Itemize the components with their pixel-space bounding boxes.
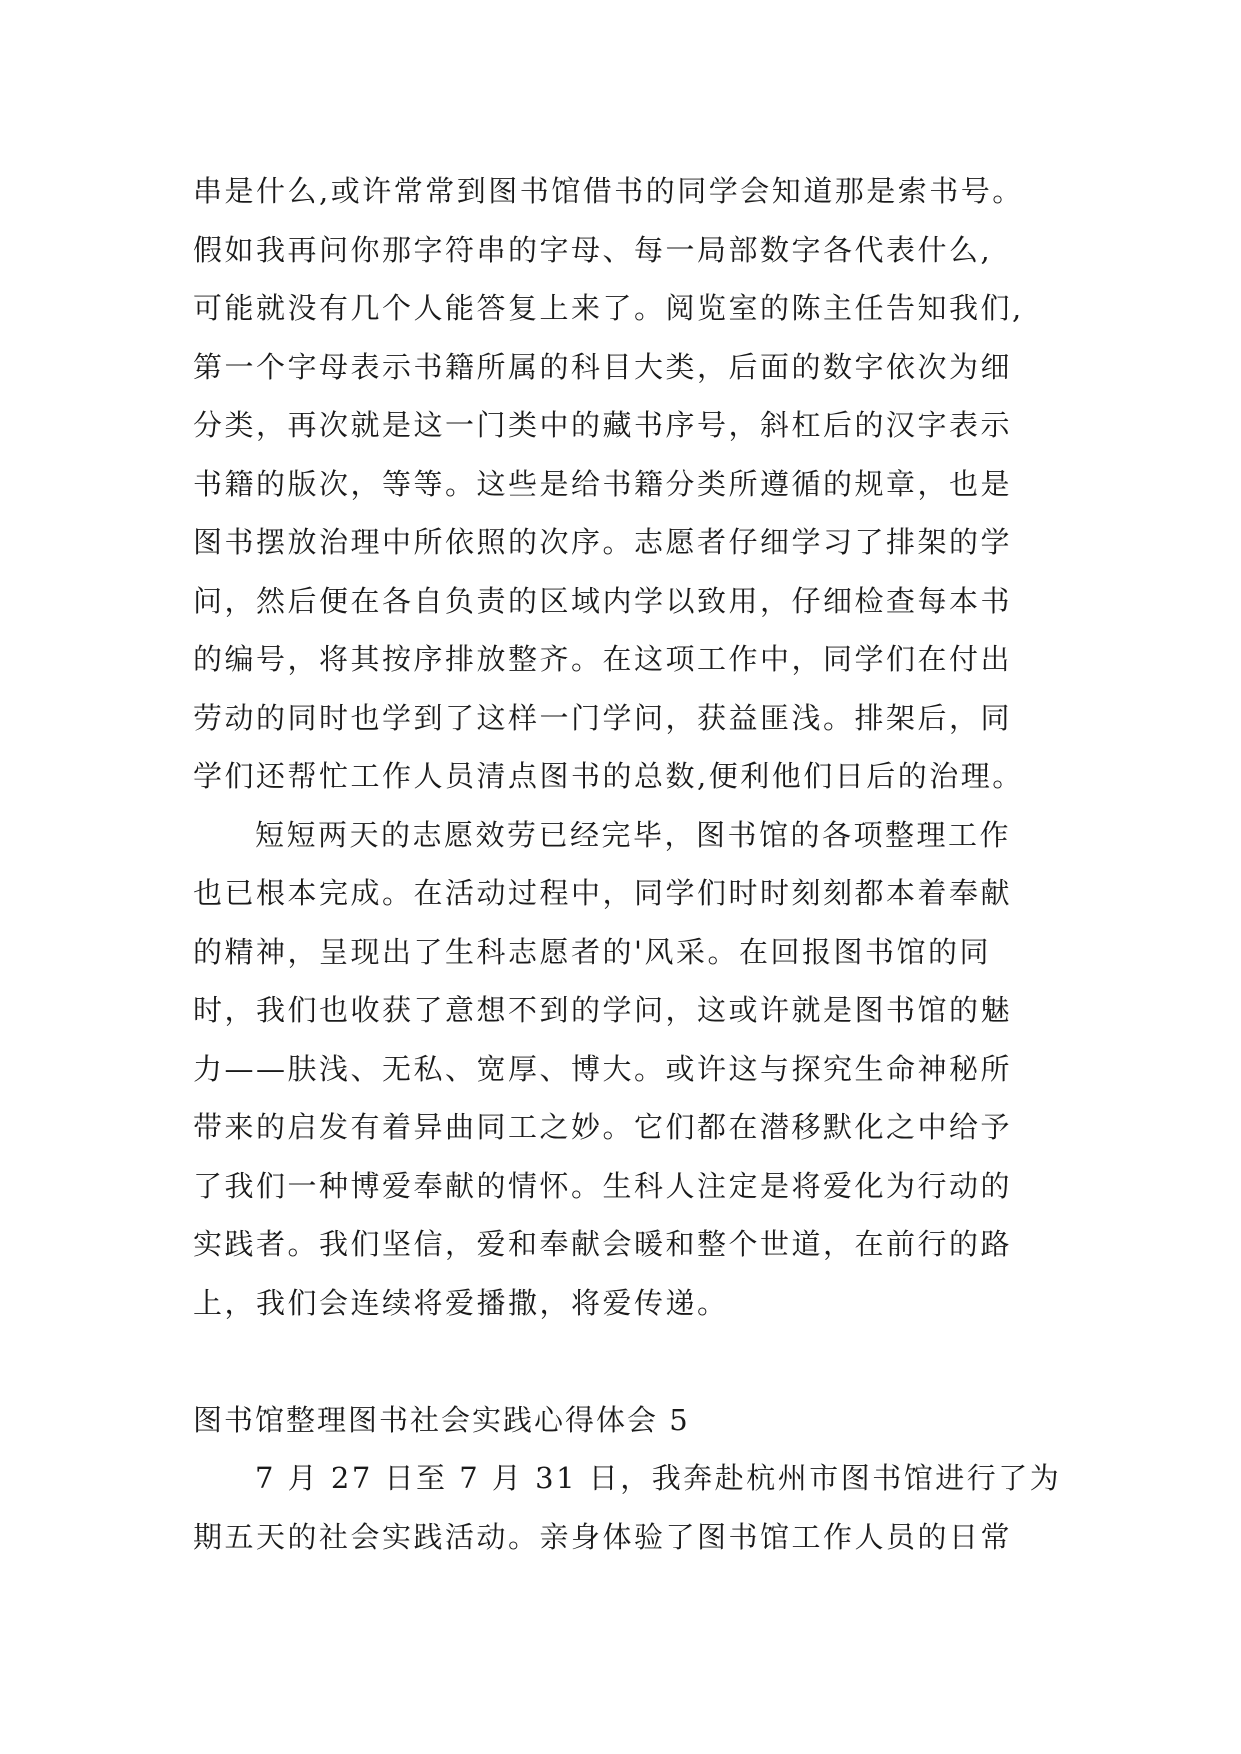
text-line: 第一个字母表示书籍所属的科目大类，后面的数字依次为细	[193, 349, 1013, 384]
text-line: 短短两天的志愿效劳已经完毕，图书馆的各项整理工作	[255, 817, 1012, 852]
text-line: 问，然后便在各自负责的区域内学以致用，仔细检查每本书	[193, 583, 1013, 618]
text-line: 学们还帮忙工作人员清点图书的总数,便利他们日后的治理。	[193, 759, 1024, 793]
text-line: 期五天的社会实践活动。亲身体验了图书馆工作人员的日常	[193, 1519, 1013, 1554]
text-line: 可能就没有几个人能答复上来了。阅览室的陈主任告知我们,	[193, 291, 1024, 325]
text-line: 力——肤浅、无私、宽厚、博大。或许这与探究生命神秘所	[193, 1051, 1013, 1086]
paragraph-1	[193, 162, 1093, 806]
text-line: 带来的启发有着异曲同工之妙。它们都在潜移默化之中给予	[193, 1110, 1013, 1144]
text-line: 图书摆放治理中所依照的次序。志愿者仔细学习了排架的学	[193, 525, 1013, 559]
paragraph-spacer	[193, 1332, 1093, 1391]
text-line: 实践者。我们坚信，爱和奉献会暖和整个世道，在前行的路	[193, 1227, 1013, 1261]
text-line: 也已根本完成。在活动过程中，同学们时时刻刻都本着奉献	[193, 876, 1013, 910]
text-line: 串是什么,或许常常到图书馆借书的同学会知道那是索书号。	[193, 174, 1024, 208]
text-line: 劳动的同时也学到了这样一门学问，获益匪浅。排架后，同	[193, 700, 1013, 735]
text-line: 假如我再问你那字符串的字母、每一局部数字各代表什么,	[193, 232, 993, 267]
text-line: 了我们一种博爱奉献的情怀。生科人注定是将爱化为行动的	[193, 1168, 1013, 1203]
document-body	[193, 162, 1093, 1566]
text-line: 书籍的版次，等等。这些是给书籍分类所遵循的规章，也是	[193, 466, 1013, 501]
text-line: 上，我们会连续将爱播撒，将爱传递。	[193, 1285, 729, 1320]
paragraph-2	[193, 806, 1093, 1333]
text-line: 时，我们也收获了意想不到的学问，这或许就是图书馆的魅	[193, 993, 1013, 1027]
paragraph-3	[193, 1449, 1093, 1566]
text-line: 7 月 27 日至 7 月 31 日，我奔赴杭州市图书馆进行了为	[255, 1461, 1062, 1495]
text-line: 的编号，将其按序排放整齐。在这项工作中，同学们在付出	[193, 642, 1013, 676]
text-line: 分类，再次就是这一门类中的藏书序号，斜杠后的汉字表示	[193, 408, 1013, 442]
section-heading: 图书馆整理图书社会实践心得体会 5	[193, 1402, 690, 1437]
text-line: 的精神，呈现出了生科志愿者的'风采。在回报图书馆的同	[193, 934, 991, 969]
